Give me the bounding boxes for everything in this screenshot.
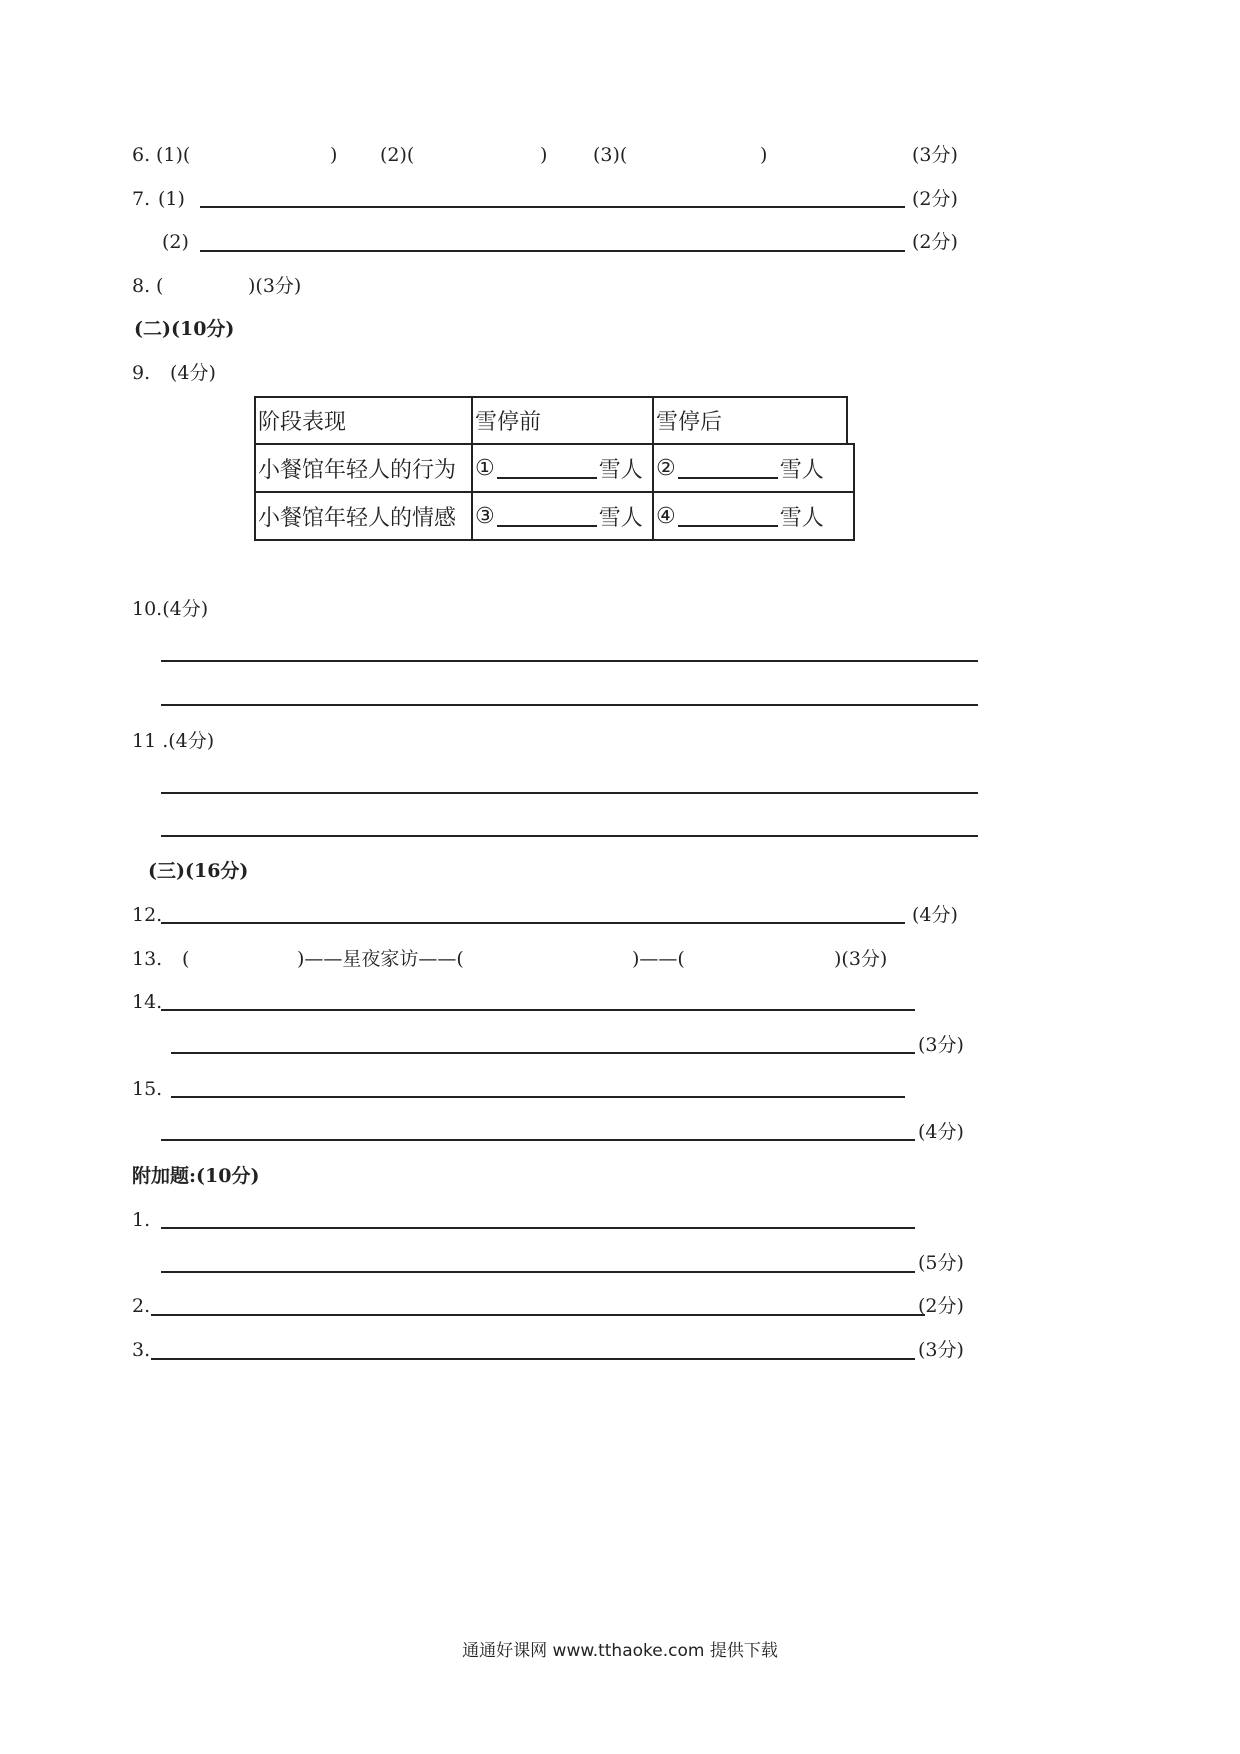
q15-number: 15. <box>132 1078 163 1100</box>
q6-part3-open: (3)( <box>593 144 628 166</box>
extra-q2-answer-line[interactable] <box>151 1314 925 1316</box>
q6-part2-close: ) <box>540 144 548 166</box>
q6-score: (3分) <box>912 144 958 166</box>
q11-answer-line-1[interactable] <box>161 792 978 794</box>
snowman-suffix: 雪人 <box>598 457 643 483</box>
extra-q2-score: (2分) <box>918 1295 964 1317</box>
table-cell-emotion-before[interactable] <box>471 491 654 541</box>
q14-number: 14. <box>132 991 163 1013</box>
answer-blank[interactable] <box>497 457 597 479</box>
circled-one-marker: ① <box>475 455 495 481</box>
q13-number: 13. <box>132 948 163 970</box>
extra-q3-number: 3. <box>132 1339 151 1361</box>
q13-open: ( <box>182 948 190 970</box>
circled-four-marker: ④ <box>656 503 676 529</box>
q14-answer-line-2[interactable] <box>171 1052 915 1054</box>
q7-part2-answer-line[interactable] <box>200 250 905 252</box>
table-row-emotion-label: 小餐馆年轻人的情感 <box>254 491 473 541</box>
q10-answer-line-1[interactable] <box>161 660 978 662</box>
page-footer: 通通好课网 www.tthaoke.com 提供下载 <box>462 1641 778 1661</box>
q9-score: (4分) <box>170 362 216 384</box>
snowman-suffix: 雪人 <box>779 505 824 531</box>
q7-part1-answer-line[interactable] <box>200 206 905 208</box>
extra-q1-number: 1. <box>132 1209 151 1231</box>
q6-part2-open: (2)( <box>380 144 415 166</box>
extra-q2-number: 2. <box>132 1295 151 1317</box>
q6-number: 6. <box>132 144 151 166</box>
section-2-heading: (二)(10分) <box>134 318 235 340</box>
q10-label: 10.(4分) <box>132 598 209 620</box>
q14-answer-line-1[interactable] <box>161 1009 915 1011</box>
answer-blank[interactable] <box>678 457 778 479</box>
q6-part3-close: ) <box>760 144 768 166</box>
table-header-stage: 阶段表现 <box>254 396 473 445</box>
q13-close-score: )(3分) <box>834 948 888 970</box>
q12-number: 12. <box>132 904 163 926</box>
q7-number: 7. <box>132 188 151 210</box>
q7-part1-label: (1) <box>158 188 185 210</box>
extra-section-heading: 附加题:(10分) <box>132 1165 260 1187</box>
table-cell-behavior-after[interactable] <box>652 443 855 493</box>
extra-q1-score: (5分) <box>918 1252 964 1274</box>
q12-score: (4分) <box>912 904 958 926</box>
extra-q1-answer-line-1[interactable] <box>161 1227 915 1229</box>
extra-q3-answer-line[interactable] <box>151 1358 915 1360</box>
table-cell-emotion-after[interactable] <box>652 491 855 541</box>
table-row-behavior-label: 小餐馆年轻人的行为 <box>254 443 473 493</box>
q8-close-score: )(3分) <box>248 275 302 297</box>
table-header-before-snow: 雪停前 <box>471 396 654 445</box>
extra-q1-answer-line-2[interactable] <box>161 1271 915 1273</box>
table-cell-behavior-before[interactable] <box>471 443 654 493</box>
q13-middle-2: )——( <box>632 948 685 970</box>
q10-answer-line-2[interactable] <box>161 704 978 706</box>
q6-part1-close: ) <box>330 144 338 166</box>
q13-middle-1: )——星夜家访——( <box>297 948 464 970</box>
answer-blank[interactable] <box>497 505 597 527</box>
q15-answer-line-2[interactable] <box>161 1139 915 1141</box>
q14-score: (3分) <box>918 1034 964 1056</box>
q8-open: ( <box>156 275 164 297</box>
q15-answer-line-1[interactable] <box>171 1096 905 1098</box>
q12-answer-line[interactable] <box>161 922 905 924</box>
q6-part1-open: (1)( <box>156 144 191 166</box>
q7-part1-score: (2分) <box>912 188 958 210</box>
circled-two-marker: ② <box>656 455 676 481</box>
q15-score: (4分) <box>918 1121 964 1143</box>
table-header-after-snow: 雪停后 <box>652 396 848 445</box>
section-3-heading: (三)(16分) <box>148 860 249 882</box>
snowman-suffix: 雪人 <box>598 505 643 531</box>
answer-blank[interactable] <box>678 505 778 527</box>
q8-number: 8. <box>132 275 151 297</box>
q7-part2-score: (2分) <box>912 231 958 253</box>
q7-part2-label: (2) <box>162 231 189 253</box>
q11-answer-line-2[interactable] <box>161 835 978 837</box>
q9-number: 9. <box>132 362 151 384</box>
q11-label: 11 .(4分) <box>132 730 215 752</box>
snowman-suffix: 雪人 <box>779 457 824 483</box>
extra-q3-score: (3分) <box>918 1339 964 1361</box>
circled-three-marker: ③ <box>475 503 495 529</box>
